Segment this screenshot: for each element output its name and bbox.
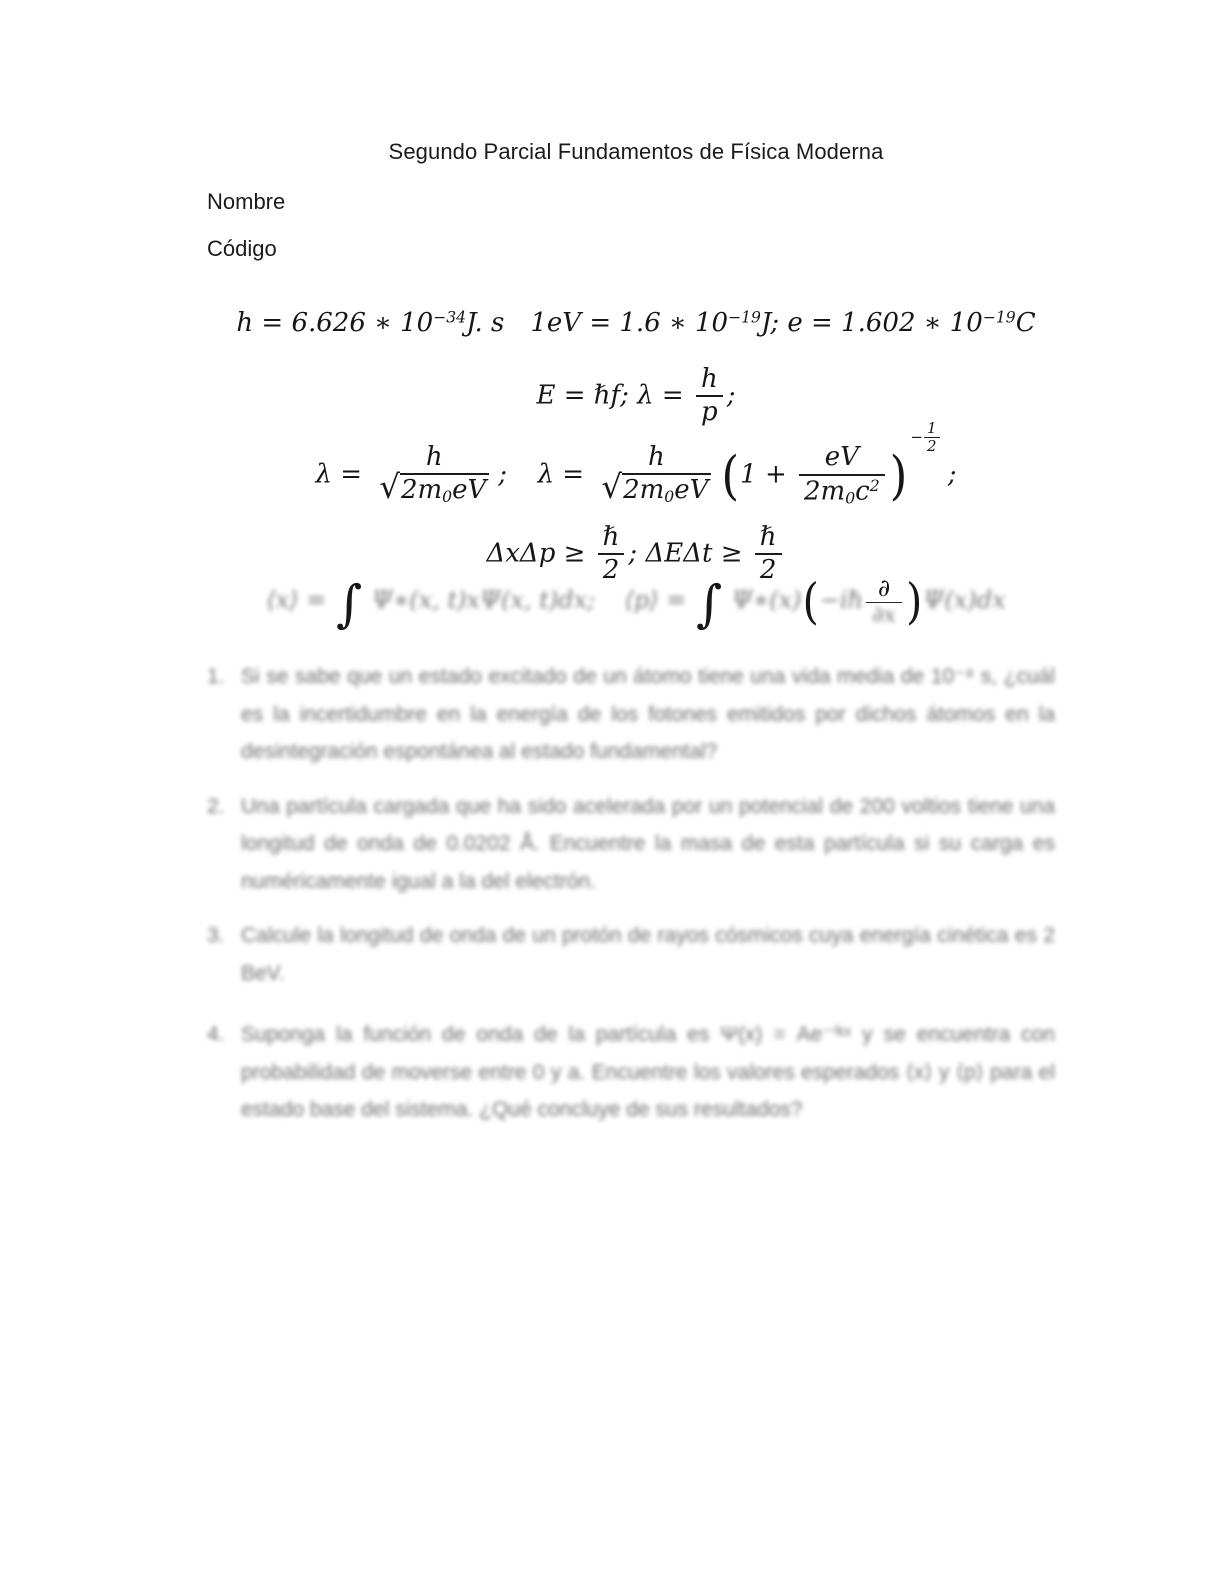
subscript-zero: 0	[442, 488, 453, 507]
radicand-term: 2m	[400, 475, 443, 506]
semicolon: ;	[498, 459, 508, 490]
numerator: eV	[824, 442, 859, 473]
integral-sign: ∫	[336, 573, 363, 633]
question-item-4	[207, 1016, 1055, 1129]
denominator	[799, 474, 885, 507]
question-text: Si se sabe que un estado excitado de un átomo tiene una vida media de 10⁻⁸ s, ¿cuál es la incertidumbre en la energía de los fotones emitidos por dichos átomos en la desintegración espontánea al estado fundamental?	[241, 665, 1055, 763]
x-integrand: Ψ∗(x, t)xΨ(x, t)dx;	[371, 586, 596, 615]
coulomb-unit: C	[1015, 308, 1036, 338]
one-plus: 1 +	[740, 459, 787, 490]
denominator: 2	[926, 436, 937, 455]
numerator: 1	[924, 420, 940, 438]
semicolon: ;	[947, 459, 957, 490]
fraction	[696, 366, 723, 427]
electron-charge: J; e = 1.602 ∗ 10	[760, 308, 983, 338]
denominator: p	[701, 397, 718, 428]
open-paren: (	[802, 572, 819, 630]
lambda-lhs: λ =	[315, 459, 362, 490]
ev-constant: 1eV = 1.6 ∗ 10	[530, 308, 729, 338]
question-item-1	[207, 658, 1055, 771]
semicolon: ;	[726, 380, 736, 411]
exponent-minus-half	[910, 420, 939, 454]
x-expectation-lhs: ⟨x⟩ =	[266, 586, 327, 615]
square-root	[601, 468, 711, 507]
de-broglie-formula	[48, 419, 1224, 507]
planck-units: J. s	[466, 308, 505, 338]
partial-denominator: ∂x	[872, 603, 896, 629]
numerator: h	[696, 366, 723, 397]
minus-sign: −	[910, 428, 923, 446]
constants-formula	[48, 308, 1224, 338]
denominator: 2	[602, 555, 620, 586]
fraction	[799, 444, 885, 506]
square-root	[379, 468, 489, 507]
partial-derivative	[866, 576, 902, 627]
superscript-two: 2	[869, 476, 880, 495]
radicand-term: eV	[452, 475, 487, 506]
code-label: Código	[207, 236, 277, 261]
radicand-term: eV	[674, 475, 709, 506]
denominator-term: c	[855, 476, 870, 507]
subscript-zero: 0	[845, 489, 856, 507]
p-integrand-prefix: Ψ∗(x)	[731, 586, 802, 615]
p-expectation-lhs: ⟨p⟩ =	[624, 586, 687, 615]
partial-symbol: ∂	[866, 576, 902, 603]
question-list	[207, 658, 1055, 1146]
question-number: 4.	[207, 1023, 225, 1046]
question-text: Calcule la longitud de onda de un protón de rayos cósmicos cuya energía cinética es 2 BeV.	[241, 924, 1055, 985]
denominator	[374, 468, 494, 507]
question-text: Una partícula cargada que ha sido acelerada por un potencial de 200 voltios tiene una longitud de onda de 0.0202 Å. Encuentre la masa de esta partícula si su carga es numéricamente igual a la del electrón.	[241, 794, 1055, 893]
denominator-term: 2m	[804, 476, 846, 507]
p-integrand-suffix: Ψ(x)dx	[923, 586, 1006, 615]
planck-constant: h = 6.626 ∗ 10	[236, 308, 434, 338]
question-item-3	[207, 917, 1055, 992]
question-text: Suponga la función de onda de la partícula es Ψ(x) = Ae⁻ⁱᵏˣ y se encuentra con probabilidad de moverse entre 0 y a. Encuentre los valores esperados ⟨x⟩ y ⟨p⟩ para el estado base del sistema. ¿Qué concluye de sus resultados?	[241, 1023, 1055, 1121]
position-momentum: ΔxΔp ≥	[486, 538, 586, 569]
name-label: Nombre	[207, 189, 286, 214]
energy-relation: E = ℏf; λ =	[536, 380, 684, 411]
radicand-term: 2m	[623, 475, 665, 506]
question-number: 2.	[207, 794, 225, 818]
fraction	[374, 444, 494, 507]
question-number: 3.	[207, 924, 225, 947]
denominator: 2	[759, 555, 777, 586]
exponent: −19	[982, 308, 1016, 327]
close-paren: )	[906, 572, 923, 630]
radicand	[622, 473, 711, 506]
denominator	[596, 468, 716, 507]
numerator: h	[425, 442, 443, 472]
energy-time: ; ΔEΔt ≥	[628, 538, 743, 569]
question-item-2	[207, 788, 1055, 901]
radicand	[400, 473, 489, 506]
numerator: h	[647, 442, 665, 472]
tiny-fraction	[924, 420, 940, 454]
exponent: −19	[728, 308, 761, 327]
momentum-operator-coefficient: −iℏ	[819, 586, 864, 615]
exponent: −34	[433, 308, 467, 327]
question-number: 1.	[207, 665, 225, 688]
expectation-values-formula	[48, 572, 1224, 633]
numerator: ℏ	[755, 524, 782, 555]
fraction	[596, 444, 716, 507]
subscript-zero: 0	[664, 488, 675, 507]
page-title: Segundo Parcial Fundamentos de Física Moderna	[388, 139, 884, 164]
radical-sign: √	[379, 468, 400, 507]
energy-wavelength-formula	[48, 366, 1224, 427]
integral-sign: ∫	[695, 573, 723, 633]
radical-sign: √	[601, 468, 623, 507]
open-paren: (	[721, 444, 740, 506]
lambda-lhs: λ =	[537, 459, 585, 490]
numerator: ℏ	[598, 524, 625, 555]
close-paren: )	[889, 444, 908, 506]
